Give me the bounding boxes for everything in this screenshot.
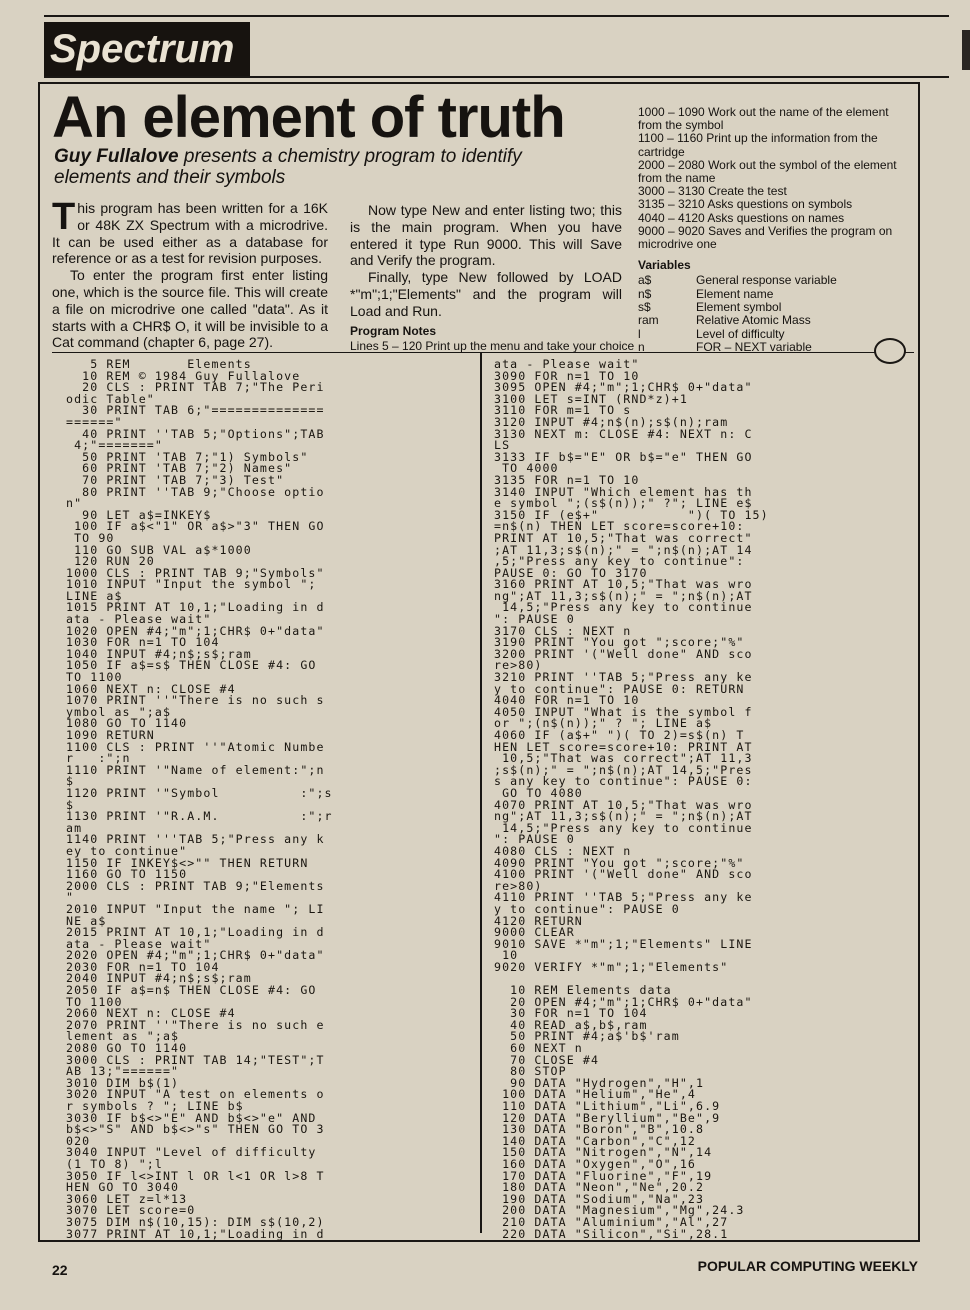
- paragraph-4: Finally, type New followed by LOAD *"m";1;"Elements" and the program will Load and Run.: [350, 269, 622, 319]
- page-number: 22: [52, 1262, 68, 1278]
- program-note: 1000 – 1090 Work out the name of the element from the symbol: [638, 105, 889, 133]
- variable-desc: Element symbol: [696, 300, 782, 315]
- paragraph-1-text: his program has been written for a 16K or 48K ZX Spectrum with a microdrive. It can be used either as a database for reference or as a test for revision purposes.: [52, 200, 328, 267]
- program-note: 3000 – 3130 Create the test: [638, 184, 787, 199]
- top-rule: [44, 15, 949, 17]
- section-tab: Spectrum: [44, 22, 250, 76]
- body-column-3: [638, 106, 910, 354]
- paragraph-3: Now type New and enter listing two; this is the main program. When you have entered it type Run 9000. This will Save and Verify the program.: [350, 202, 622, 269]
- paragraph-2: To enter the program first enter listing one, which is the source file. This will create a file on microdrive one called "data". As it starts with a CHR$ O, it will be invisible to a Cat command (chapter 6, page 27).: [52, 267, 328, 351]
- program-note: 4040 – 4120 Asks questions on names: [638, 210, 845, 225]
- tab-rule: [44, 76, 949, 78]
- variable-row: [638, 288, 910, 301]
- program-note: 2000 – 2080 Work out the symbol of the element from the name: [638, 157, 897, 186]
- variable-row: [638, 328, 910, 341]
- variable-name: n$: [638, 286, 652, 301]
- body-column-1: [52, 196, 328, 351]
- headline: An element of truth: [52, 85, 565, 150]
- program-note-first: Lines 5 – 120 Print up the menu and take your choice: [350, 339, 635, 354]
- program-note: 3135 – 3210 Asks questions on symbols: [638, 197, 853, 212]
- variable-desc: Level of difficulty: [696, 326, 785, 341]
- variable-desc: Relative Atomic Mass: [696, 313, 811, 328]
- variable-name: s$: [638, 300, 651, 315]
- program-listing-box: [52, 352, 914, 1241]
- variable-row: [638, 314, 910, 327]
- variable-row: [638, 301, 910, 314]
- page-edge-mark: [962, 30, 970, 70]
- body-column-2: [350, 202, 635, 354]
- program-notes-title: Program Notes: [350, 323, 437, 338]
- magazine-name: POPULAR COMPUTING WEEKLY: [697, 1258, 918, 1274]
- binder-hole-icon: [874, 338, 906, 364]
- variable-name: l: [638, 326, 641, 341]
- program-note: 1100 – 1160 Print up the information from the cartridge: [638, 131, 878, 159]
- drop-cap: T: [52, 196, 76, 238]
- variable-desc: FOR – NEXT variable: [696, 339, 812, 354]
- variable-desc: Element name: [696, 286, 774, 301]
- variable-name: n: [638, 339, 645, 354]
- program-listing-left: 5 REM Elements 10 REM © 1984 Guy Fullalove 20 CLS : PRINT TAB 7;"The Peri odic Table" 30 PRINT TAB 6;"============== ======" 40 PRINT ''TAB 5;"Options";TAB 4;"=======" 50 PRINT 'TAB 7;"1) Symbols" 60 PRINT 'TAB 7;"2) Names" 70 PRINT 'TAB 7;"3) Test" 80 PRINT ''TAB 9;"Choose optio n" 90 LET a$=INKEY$ 100 IF a$<"1" OR a$>"3" THEN GO TO 90 110 GO SUB VAL a$*1000 120 RUN 20 1000 CLS : PRINT TAB 9;"Symbols" 1010 INPUT "Input the symbol "; LINE a$ 1015 PRINT AT 10,1;"Loading in d ata - Please wait" 1020 OPEN #4;"m";1;CHR$ 0+"data" 1030 FOR n=1 TO 104 1040 INPUT #4;n$;s$;ram 1050 IF a$=s$ THEN CLOSE #4: GO TO 1100 1060 NEXT n: CLOSE #4 1070 PRINT ''"There is no such s ymbol as ";a$ 1080 GO TO 1140 1090 RETURN 1100 CLS : PRINT ''"Atomic Numbe r :";n 1110 PRINT '"Name of element:";n $ 1120 PRINT '"Symbol :";s $ 1130 PRINT '"R.A.M. :";r am 1140 PRINT '''TAB 5;"Press any k ey to continue" 1150 IF INKEY$<>"" THEN RETURN 1160 GO TO 1150 2000 CLS : PRINT TAB 9;"Elements " 2010 INPUT "Input the name "; LI NE a$ 2015 PRINT AT 10,1;"Loading in d ata - Please wait" 2020 OPEN #4;"m";1;CHR$ 0+"data" 2030 FOR n=1 TO 104 2040 INPUT #4;n$;s$;ram 2050 IF a$=n$ THEN CLOSE #4: GO TO 1100 2060 NEXT n: CLOSE #4 2070 PRINT ''"There is no such e lement as ";a$ 2080 GO TO 1140 3000 CLS : PRINT TAB 14;"TEST";T AB 13;"======" 3010 DIM b$(1) 3020 INPUT "A test on elements o r symbols ? "; LINE b$ 3030 IF b$<>"E" AND b$<>"e" AND b$<>"S" AND b$<>"s" THEN GO TO 3 020 3040 INPUT "Level of difficulty (1 TO 8) ";l 3050 IF l<>INT l OR l<1 OR l>8 T HEN GO TO 3040 3060 LET z=l*13 3070 LET score=0 3075 DIM n$(10,15): DIM s$(10,2) 3077 PRINT AT 10,1;"Loading in d: [66, 357, 333, 1241]
- variable-name: a$: [638, 273, 652, 288]
- program-listing-right: ata - Please wait" 3090 FOR n=1 TO 10 3095 OPEN #4;"m";1;CHR$ 0+"data" 3100 LET s=INT (RND*z)+1 3110 FOR m=1 TO s 3120 INPUT #4;n$(n);s$(n);ram 3130 NEXT m: CLOSE #4: NEXT n: C LS 3133 IF b$="E" OR b$="e" THEN GO TO 4000 3135 FOR n=1 TO 10 3140 INPUT "Which element has th e symbol ";(s$(n));" ?"; LINE e$ 3150 IF (e$+" ")( TO 15) =n$(n) THEN LET score=score+10: PRINT AT 10,5;"That was correct" ;AT 11,3;s$(n);" = ";n$(n);AT 14 ,5;"Press any key to continue": PAUSE 0: GO TO 3170 3160 PRINT AT 10,5;"That was wro ng";AT 11,3;s$(n);" = ";n$(n);AT 14,5;"Press any key to continue ": PAUSE 0 3170 CLS : NEXT n 3190 PRINT "You got ";score;"%" 3200 PRINT '("Well done" AND sco re>80) 3210 PRINT ''TAB 5;"Press any ke y to continue": PAUSE 0: RETURN 4040 FOR n=1 TO 10 4050 INPUT "What is the symbol f or ";(n$(n));" ? "; LINE a$ 4060 IF (a$+" ")( TO 2)=s$(n) T HEN LET score=score+10: PRINT AT 10,5;"That was correct";AT 11,3 ;s$(n);" = ";n$(n);AT 14,5;"Pres s any key to continue": PAUSE 0: GO TO 4080 4070 PRINT AT 10,5;"That was wro ng";AT 11,3;s$(n);" = ";n$(n);AT 14,5;"Press any key to continue ": PAUSE 0 4080 CLS : NEXT n 4090 PRINT "You got ";score;"%" 4100 PRINT '("Well done" AND sco re>80) 4110 PRINT ''TAB 5;"Press any ke y to continue": PAUSE 0 4120 RETURN 9000 CLEAR 9010 SAVE *"m";1;"Elements" LINE 10 9020 VERIFY *"m";1;"Elements" 10 REM Elements data 20 OPEN #4;"m";1;CHR$ 0+"data" 30 FOR n=1 TO 104 40 READ a$,b$,ram 50 PRINT #4;a$'b$'ram 60 NEXT n 70 CLOSE #4 80 STOP 90 DATA "Hydrogen","H",1 100 DATA "Helium","He",4 110 DATA "Lithium","Li",6.9 120 DATA "Beryllium","Be",9 130 DATA "Boron","B",10.8 140 DATA "Carbon","C",12 150 DATA "Nitrogen","N",14 160 DATA "Oxygen","O",16 170 DATA "Fluorine","F",19 180 DATA "Neon","Ne",20.2 190 DATA "Sodium","Na",23 200 DATA "Magnesium","Mg",24.3 210 DATA "Aluminium","Al",27 220 DATA "Silicon","Si",28.1: [494, 357, 769, 1241]
- program-note: 9000 – 9020 Saves and Verifies the program on microdrive one: [638, 223, 893, 252]
- deck: [54, 146, 574, 188]
- variables-title: Variables: [638, 258, 691, 273]
- deck-text: presents a chemistry program to identify elements and their symbols: [54, 146, 522, 188]
- variable-name: ram: [638, 313, 659, 328]
- variable-row: [638, 274, 910, 287]
- paragraph-1: [52, 196, 328, 267]
- deck-author: Guy Fullalove: [54, 146, 179, 167]
- variable-desc: General response variable: [696, 273, 837, 288]
- listing-divider: [480, 353, 482, 1233]
